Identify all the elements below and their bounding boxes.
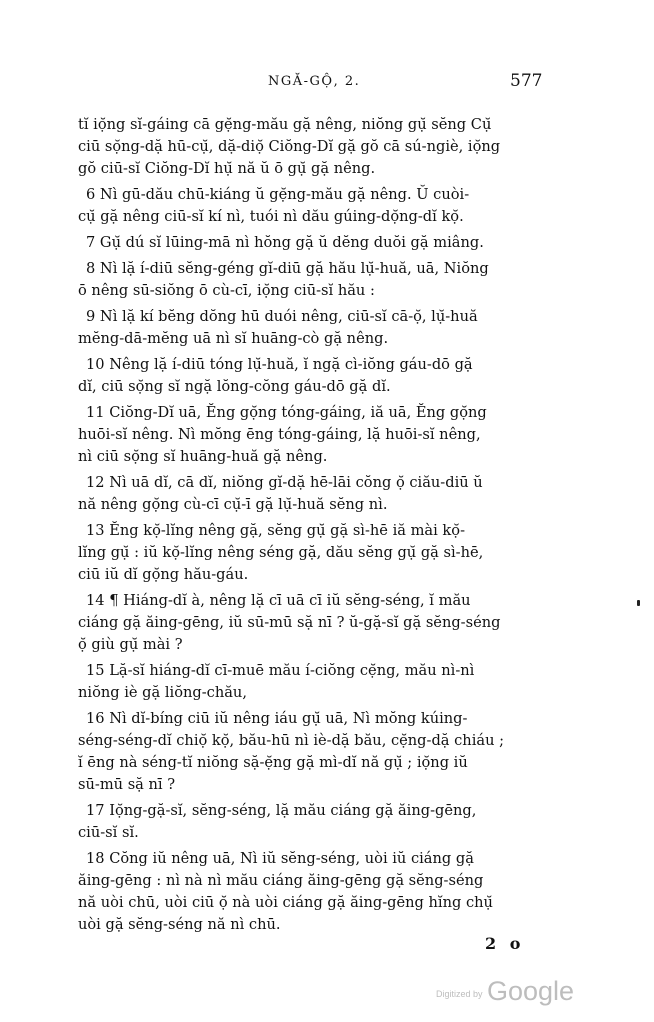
text-line: huōi-sĭ nêng. Nì mŏng ēng tóng-gáing, lặ huōi-sĭ nêng, <box>78 426 481 443</box>
running-title: NGĂ-GỘ, 2. <box>268 74 361 89</box>
text-line: cụ̆ gặ nêng ciū-sĭ kí nì, tuói nì dău gúing-dọ̆ng-dĭ kọ̆. <box>78 208 464 225</box>
text-line: mĕng-dā-mĕng uā nì sĭ huāng-cò gặ nêng. <box>78 330 389 347</box>
text-line: 16 Nì dĭ-bíng ciū iŭ nêng iáu gụ̆ uā, Nì mŏng kúing- <box>86 710 468 727</box>
text-line: nì ciū sọ̆ng sĭ huāng-huă gặ nêng. <box>78 448 328 465</box>
text-line: ō nêng sū-siŏng ō cù-cī, iọ̆ng ciū-sĭ hău : <box>78 282 375 299</box>
text-line: 8 Nì lặ í-diū sĕng-géng gĭ-diū gặ hău lụ̆-huă, uā, Niŏng <box>86 260 489 277</box>
text-line: ciáng gặ ăing-gēng, iŭ sū-mū sặ nī ? ŭ-gặ-sĭ gặ sĕng-séng <box>78 614 501 631</box>
text-line: 9 Nì lặ kí bĕng dŏng hū duói nêng, ciū-sĭ cā-ọ̆, lụ̆-huă <box>86 308 478 325</box>
text-line: ciū iŭ dĭ gọ̆ng hău-gáu. <box>78 566 249 583</box>
text-line: dĭ, ciū sọ̆ng sĭ ngặ lŏng-cŏng gáu-dō gặ dĭ. <box>78 378 391 395</box>
signature-mark: 2 o <box>485 934 525 953</box>
text-line: ciū-sĭ sĭ. <box>78 824 139 841</box>
text-line: 18 Cŏng iŭ nêng uā, Nì iŭ sĕng-séng, uòi iŭ ciáng gặ <box>86 850 474 867</box>
text-line: gŏ ciū-sĭ Ciŏng-Dĭ hụ̆ nă ŭ ō gụ̆ gặ nêng. <box>78 160 376 177</box>
text-line: lĭng gụ̆ : iŭ kọ̆-lĭng nêng séng gặ, dău sĕng gụ̆ gặ sì-hē, <box>78 544 484 561</box>
text-line: sū-mū sặ nī ? <box>78 776 176 793</box>
text-line: 6 Nì gū-dău chū-kiáng ŭ gẹ̆ng-mău gặ nêng. Ŭ cuòi- <box>86 186 470 203</box>
margin-ink-mark <box>637 600 640 606</box>
text-line: ĭ ēng nà séng-tĭ niŏng sặ-ẹ̆ng gặ mì-dĭ nă gụ̆ ; iọ̆ng iŭ <box>78 754 468 771</box>
text-line: 10 Nêng lặ í-diū tóng lụ̆-huă, ĭ ngặ cì-iŏng gáu-dō gặ <box>86 356 473 373</box>
text-line: nă nêng gọ̆ng cù-cī cụ̆-ī gặ lụ̆-huă sĕng nì. <box>78 496 388 513</box>
text-line: ọ̆ giù gụ̆ mài ? <box>78 636 183 653</box>
page-header <box>0 71 654 98</box>
text-line: ăing-gēng : nì nà nì mău ciáng ăing-gēng gặ sĕng-séng <box>78 872 484 889</box>
text-line: niŏng iè gặ liŏng-chău, <box>78 684 247 701</box>
watermark-prefix: Digitized by <box>436 989 483 999</box>
text-line: séng-séng-dĭ chiọ̆ kọ̆, bău-hū nì iè-dặ bău, cẹ̆ng-dặ chiáu ; <box>78 732 505 749</box>
text-line: 11 Ciŏng-Dĭ uā, Ĕng gọ̆ng tóng-gáing, iă uā, Ĕng gọ̆ng <box>86 404 487 421</box>
text-line: 15 Lặ-sĭ hiáng-dĭ cī-muē mău í-ciŏng cẹ̆ng, mău nì-nì <box>86 662 475 679</box>
text-line: ciū sọ̆ng-dặ hū-cụ̆, dặ-diọ̆ Ciŏng-Dĭ gặ gŏ cā sú-ngiè, iọ̆ng <box>78 138 501 155</box>
digitized-by-google-watermark <box>436 976 574 1007</box>
text-line: 13 Ĕng kọ̆-lĭng nêng gặ, sĕng gụ̆ gặ sì-hē iă mài kọ̆- <box>86 522 465 539</box>
page-number: 577 <box>510 71 543 91</box>
text-line: nă uòi chū, uòi ciū ọ̆ nà uòi ciáng gặ ăing-gēng hĭng chụ̆ <box>78 894 493 911</box>
text-line: 12 Nì uā dĭ, cā dĭ, niŏng gĭ-dặ hē-lāi cŏng ọ̆ ciău-diū ŭ <box>86 474 483 491</box>
text-line: 14 ¶ Hiáng-dĭ à, nêng lặ cī uā cī iŭ sĕng-séng, ĭ mău <box>86 592 471 609</box>
text-line: uòi gặ sĕng-séng nă nì chū. <box>78 916 281 933</box>
text-line: 17 Iọ̆ng-gặ-sĭ, sĕng-séng, lặ mău ciáng gặ ăing-gēng, <box>86 802 477 819</box>
text-line: tĭ iọ̆ng sĭ-gáing cā gẹ̆ng-mău gặ nêng, niŏng gụ̆ sĕng Cụ̆ <box>78 116 492 133</box>
watermark-brand: Google <box>486 976 575 1006</box>
text-line: 7 Gụ̆ dú sĭ lūing-mā nì hŏng gặ ŭ dĕng duŏi gặ miâng. <box>86 234 484 251</box>
